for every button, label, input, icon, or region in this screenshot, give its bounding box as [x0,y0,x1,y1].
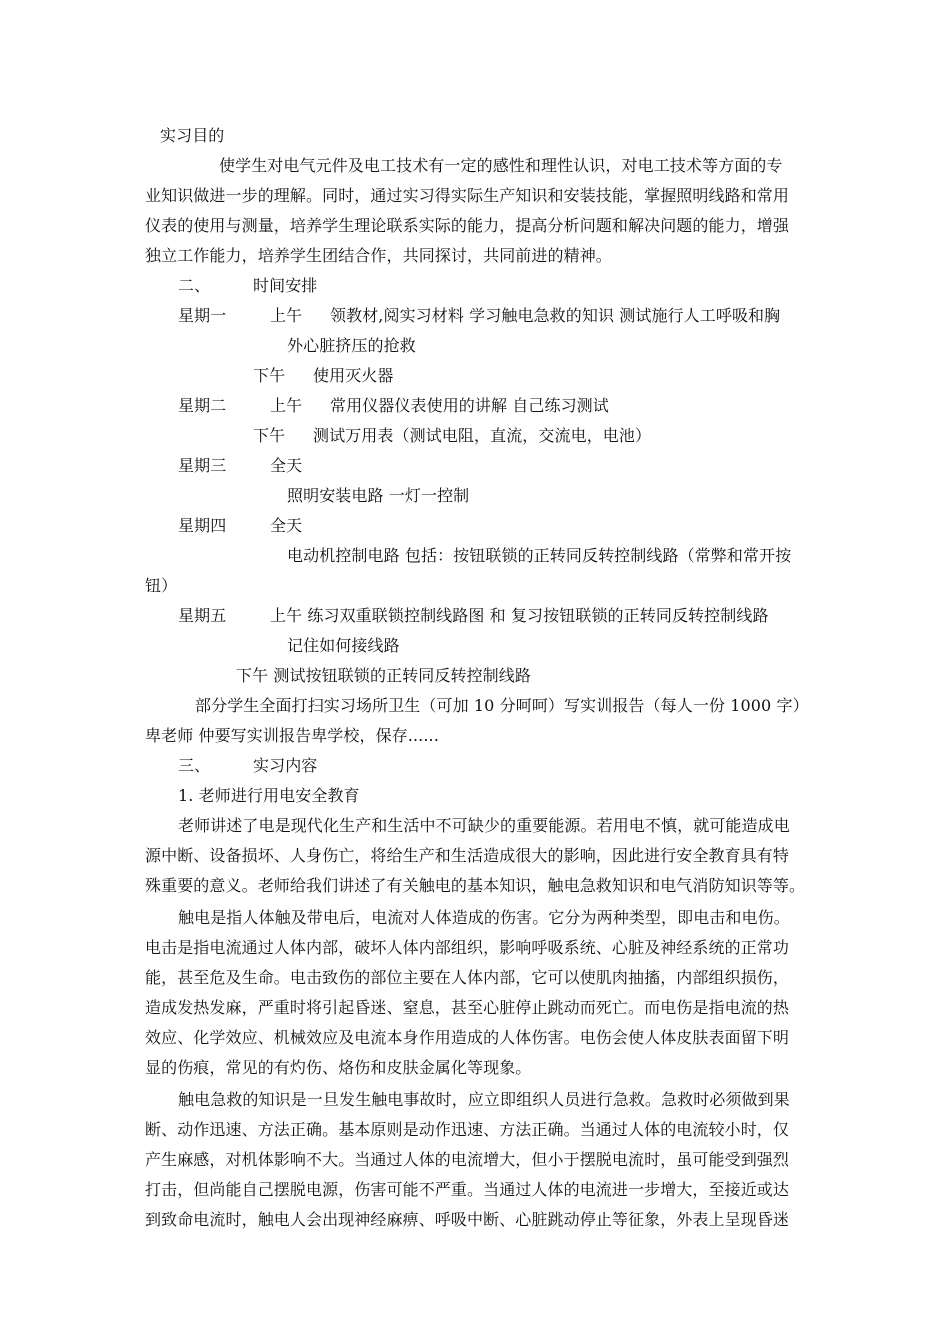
schedule-day: 星期二 [178,396,227,415]
schedule-text: 使用灭火器 [313,366,394,385]
schedule-period-label: 上午 [270,396,303,415]
schedule-period-label: 下午 [253,426,286,445]
objective-line: 使学生对电气元件及电工技术有一定的感性和理性认识，对电工技术等方面的专 [219,156,783,175]
section-title: 时间安排 [253,276,318,295]
schedule-text: 下午 测试按钮联锁的正转同反转控制线路 [236,666,531,685]
paragraph-line: 效应、化学效应、机械效应及电流本身作用造成的人体伤害。电伤会使人体皮肤表面留下明 [145,1028,790,1047]
paragraph-line: 能，甚至危及生命。电击致伤的部位主要在人体内部，它可以使肌肉抽搐，内部组织损伤， [145,968,790,987]
note-line: 部分学生全面打扫实习场所卫生（可加 10 分呵呵）写实训报告（每人一份 1000 字） [195,696,809,715]
section-heading-objective: 实习目的 [160,126,225,145]
paragraph-line: 源中断、设备损坏、人身伤亡，将给生产和生活造成很大的影响，因此进行安全教育具有特 [145,846,790,865]
paragraph-line: 电击是指电流通过人体内部，破坏人体内部组织，影响呼吸系统、心脏及神经系统的正常功 [145,938,790,957]
section-number: 二、 [178,276,211,295]
paragraph-line: 断、动作迅速、方法正确。基本原则是动作迅速、方法正确。当通过人体的电流较小时，仅 [145,1120,790,1139]
paragraph-line: 触电是指人体触及带电后，电流对人体造成的伤害。它分为两种类型，即电击和电伤。 [178,908,790,927]
schedule-text: 领教材,阅实习材料 学习触电急救的知识 测试施行人工呼吸和胸 [330,306,781,325]
paragraph-line: 殊重要的意义。老师给我们讲述了有关触电的基本知识，触电急救知识和电气消防知识等等。 [145,876,806,895]
schedule-period-label: 上午 [270,306,303,325]
paragraph-line: 老师讲述了电是现代化生产和生活中不可缺少的重要能源。若用电不慎，就可能造成电 [178,816,790,835]
schedule-text: 钮） [145,576,178,595]
schedule-text: 测试万用表（测试电阻，直流，交流电，电池） [313,426,652,445]
paragraph-line: 打击，但尚能自己摆脱电源，伤害可能不严重。当通过人体的电流进一步增大，至接近或达 [145,1180,790,1199]
paragraph-line: 显的伤痕，常见的有灼伤、烙伤和皮肤金属化等现象。 [145,1058,532,1077]
objective-line: 独立工作能力，培养学生团结合作，共同探讨，共同前进的精神。 [145,246,612,265]
paragraph-line: 到致命电流时，触电人会出现神经麻痹、呼吸中断、心脏跳动停止等征象，外表上呈现昏迷 [145,1210,790,1229]
schedule-period-label: 下午 [253,366,286,385]
schedule-text: 电动机控制电路 包括：按钮联锁的正转同反转控制线路（常弊和常开按 [287,546,792,565]
objective-line: 仪表的使用与测量，培养学生理论联系实际的能力，提高分析问题和解决问题的能力，增强 [145,216,790,235]
paragraph-line: 造成发热发麻，严重时将引起昏迷、窒息，甚至心脏停止跳动而死亡。而电伤是指电流的热 [145,998,790,1017]
schedule-text: 外心脏挤压的抢救 [287,336,416,355]
objective-line: 业知识做进一步的理解。同时，通过实习得实际生产知识和安装技能，掌握照明线路和常用 [145,186,790,205]
schedule-period-label: 全天 [270,456,303,475]
schedule-day: 星期三 [178,456,227,475]
paragraph-line: 触电急救的知识是一旦发生触电事故时，应立即组织人员进行急救。急救时必须做到果 [178,1090,790,1109]
section-number: 三、 [178,756,211,775]
schedule-day: 星期一 [178,306,227,325]
schedule-text: 记住如何接线路 [287,636,400,655]
schedule-period-label: 全天 [270,516,303,535]
schedule-text: 照明安装电路 一灯一控制 [287,486,470,505]
schedule-day: 星期四 [178,516,227,535]
item-title: 1. 老师进行用电安全教育 [178,786,360,805]
section-title: 实习内容 [253,756,318,775]
schedule-text: 上午 练习双重联锁控制线路图 和 复习按钮联锁的正转同反转控制线路 [270,606,769,625]
paragraph-line: 产生麻感，对机体影响不大。当通过人体的电流增大，但小于摆脱电流时，虽可能受到强烈 [145,1150,790,1169]
note-line: 卑老师 仲要写实训报告卑学校，保存...... [145,726,439,745]
schedule-text: 常用仪器仪表使用的讲解 自己练习测试 [330,396,609,415]
schedule-day: 星期五 [178,606,227,625]
